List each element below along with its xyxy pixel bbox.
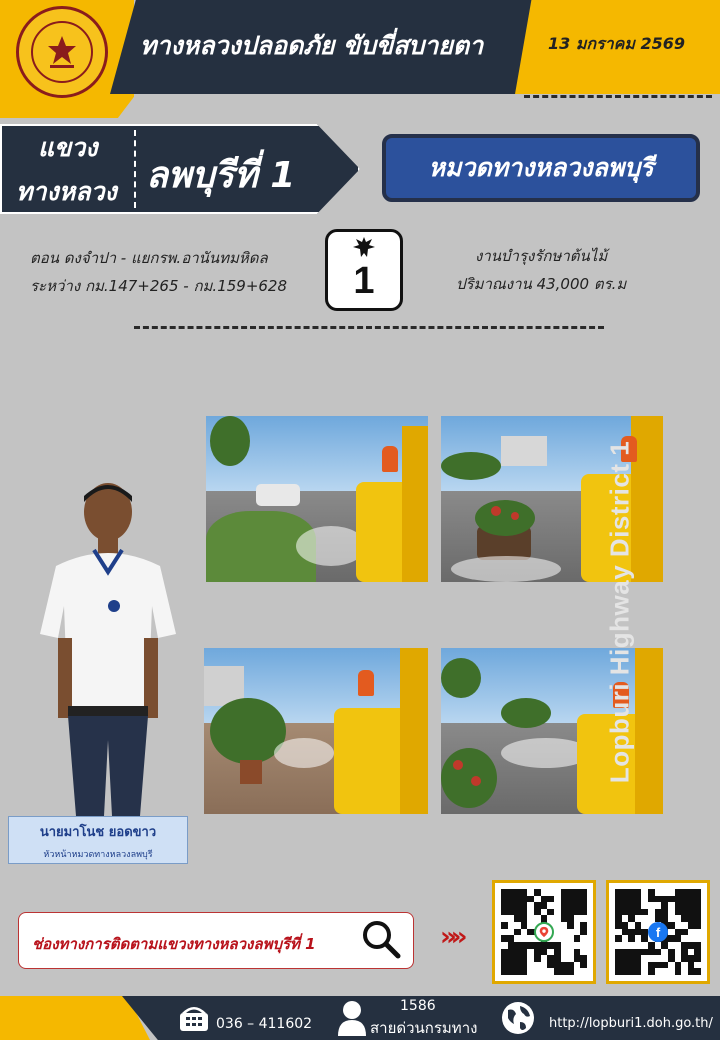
phone-icon	[178, 1001, 210, 1033]
hotline-number[interactable]: 1586	[400, 998, 436, 1014]
hotline-label: สายด่วนกรมทาง	[370, 1019, 478, 1037]
footer-phone[interactable]: 036 – 411602	[216, 1016, 313, 1032]
highway-emblem-icon	[42, 32, 82, 72]
header-date: 13 มกราคม 2569	[548, 34, 685, 53]
call-center-icon	[334, 998, 370, 1036]
map-pin-icon	[534, 922, 554, 942]
work-description: งานบำรุงรักษาต้นไม้	[475, 247, 608, 265]
district-chief-photo	[36, 480, 178, 816]
chief-name-card	[8, 816, 188, 864]
work-quantity: ปริมาณงาน 43,000 ตร.ม	[456, 275, 627, 293]
facebook-icon: f	[648, 922, 668, 942]
route-section-line2: ระหว่าง กม.147+265 - กม.159+628	[30, 277, 288, 295]
follow-channels-label: ช่องทางการติดตามแขวงทางหลวงลพบุรีที่ 1	[32, 935, 316, 953]
district-label-line2: ทางหลวง	[16, 177, 117, 206]
unit-name: หมวดทางหลวงลพบุรี	[428, 153, 654, 182]
google-maps-qr[interactable]	[492, 880, 596, 984]
info-dash-divider	[134, 326, 604, 329]
search-icon[interactable]	[360, 918, 402, 960]
watering-trees-photo-1	[206, 416, 428, 582]
work-info	[456, 242, 626, 298]
header-dash-divider	[524, 95, 712, 98]
website-link[interactable]: http://lopburi1.doh.go.th/	[549, 1016, 713, 1031]
facebook-qr[interactable]	[606, 880, 710, 984]
department-logo	[16, 6, 108, 98]
district-separator	[134, 130, 136, 208]
chief-name: นายมาโนช ยอดขาว	[39, 825, 157, 840]
garuda-emblem-icon	[351, 235, 377, 261]
chief-position: หัวหน้าหมวดทางหลวงลพบุรี	[43, 850, 153, 860]
arrows-icon: »»	[440, 922, 462, 952]
district-watermark: Lopburi Highway District 1	[604, 440, 635, 784]
unit-badge	[382, 134, 700, 202]
route-section-line1: ตอน ดงจำปา - แยกรพ.อานันทมหิดล	[30, 249, 268, 267]
district-name: ลพบุรีที่ 1	[146, 155, 296, 196]
watering-trees-photo-3	[204, 648, 428, 814]
district-label-line1: แขวง	[38, 133, 98, 162]
route-number: 1	[353, 260, 375, 302]
route-number-badge	[325, 229, 403, 311]
route-section-info	[30, 244, 287, 300]
header-title: ทางหลวงปลอดภัย ขับขี่สบายตา	[140, 31, 484, 60]
globe-icon	[500, 1000, 536, 1036]
